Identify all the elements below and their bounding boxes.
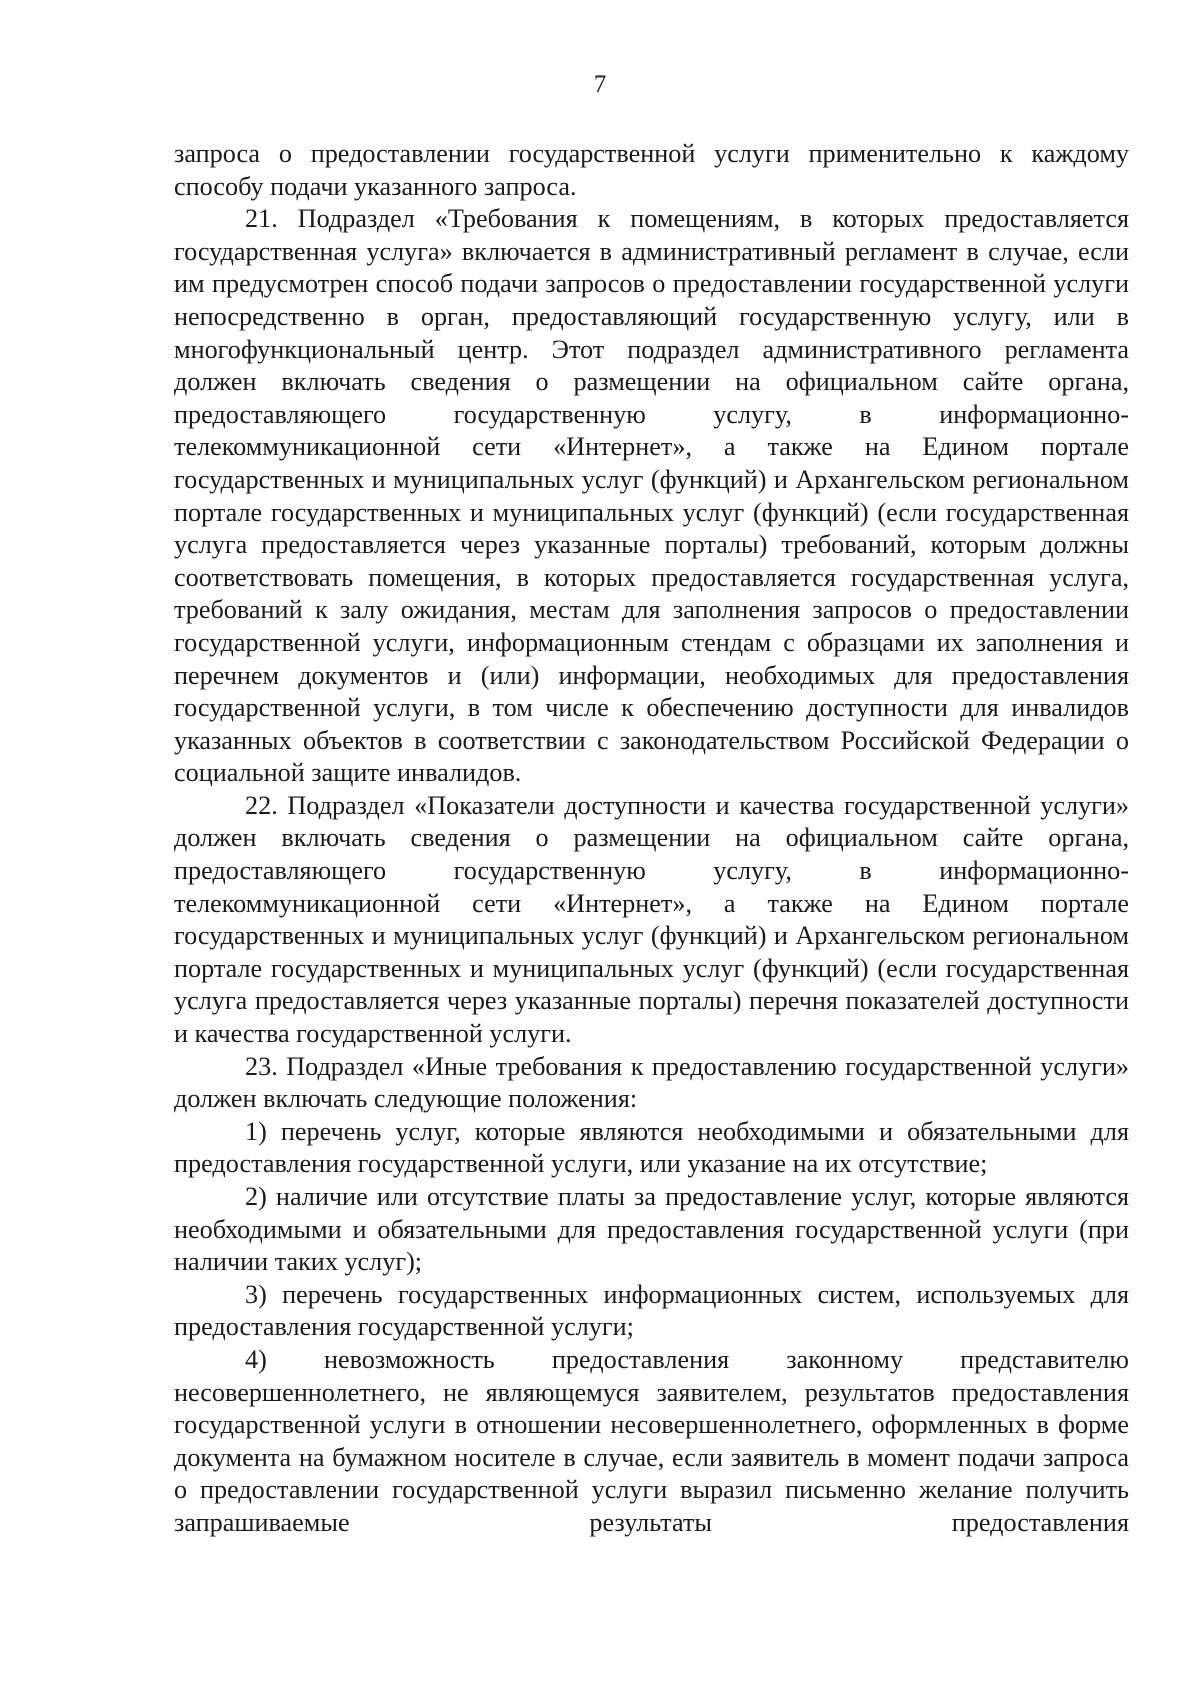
paragraph-continuation: запроса о предоставлении государственной услуги применительно к каждому способу подачи указанного запроса. bbox=[174, 139, 1129, 201]
page-number: 7 bbox=[593, 71, 607, 98]
list-item-3: 3) перечень государственных информационных систем, используемых для предоставления государственной услуги; bbox=[174, 1279, 1129, 1342]
paragraph-21: 21. Подраздел «Требования к помещениям, в которых предоставляется государственная услуга» включается в административный регламент в случае, если им предусмотрен способ подачи запросов о предоставлении государственной услуги непосредственно в орган, предоставляющий государственную услугу, или в многофункциональный центр. Этот подраздел административного регламента должен включать сведения о размещении на официальном сайте органа, предоставляющего государственную услугу, в информационно-телекоммуникационной сети «Интернет», а также на Едином портале государственных и муниципальных услуг (функций) и Архангельском региональном портале государственных и муниципальных услуг (функций) (если государственная услуга предоставляется через указанные порталы) требований, которым должны соответствовать помещения, в которых предоставляется государственная услуга, требований к залу ожидания, местам для заполнения запросов о предоставлении государственной услуги, информационным стендам с образцами их заполнения и перечнем документов и (или) информации, необходимых для предоставления государственной услуги, в том числе к обеспечению доступности для инвалидов указанных объектов в соответствии с законодательством Российской Федерации о социальной защите инвалидов. bbox=[174, 204, 1129, 788]
paragraph-23: 23. Подраздел «Иные требования к предоставлению государственной услуги» должен включать следующие положения: bbox=[174, 1051, 1129, 1114]
document-body bbox=[174, 138, 1129, 1540]
list-item-4: 4) невозможность предоставления законному представителю несовершеннолетнего, не являющемуся заявителем, результатов предоставления государственной услуги в отношении несовершеннолетнего, оформленных в форме документа на бумажном носителе в случае, если заявитель в момент подачи запроса о предоставлении государственной услуги выразил письменно желание получить запрашиваемые результаты предоставления bbox=[174, 1344, 1129, 1537]
paragraph-22: 22. Подраздел «Показатели доступности и качества государственной услуги» должен включать сведения о размещении на официальном сайте органа, предоставляющего государственную услугу, в информационно-телекоммуникационной сети «Интернет», а также на Едином портале государственных и муниципальных услуг (функций) и Архангельском региональном портале государственных и муниципальных услуг (функций) (если государственная услуга предоставляется через указанные порталы) перечня показателей доступности и качества государственной услуги. bbox=[174, 790, 1129, 1049]
list-item-2: 2) наличие или отсутствие платы за предоставление услуг, которые являются необходимыми и обязательными для предоставления государственной услуги (при наличии таких услуг); bbox=[174, 1182, 1129, 1277]
list-item-1: 1) перечень услуг, которые являются необходимыми и обязательными для предоставления государственной услуги, или указание на их отсутствие; bbox=[174, 1116, 1129, 1179]
